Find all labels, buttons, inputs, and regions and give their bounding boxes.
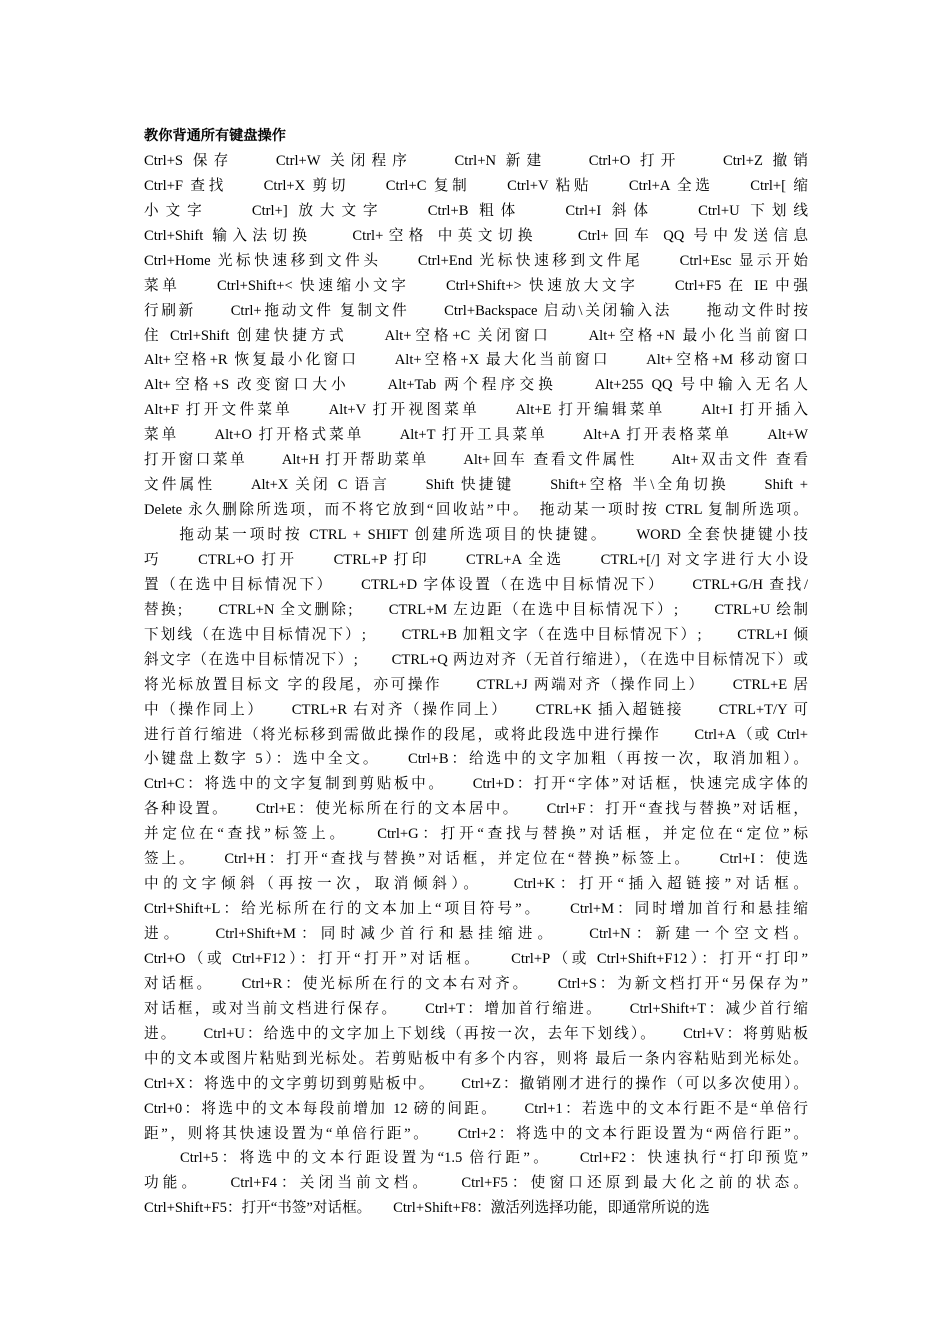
- text-line: 中的文本或图片粘贴到光标处。若剪贴板中有多个内容，则将 最后一条内容粘贴到光标处。: [144, 1050, 808, 1067]
- text-line: Ctrl+O（或 Ctrl+F12）：打开“打开”对话框。 Ctrl+P（或 Ctrl+Shift+F12）：打开“打印”: [144, 950, 808, 967]
- text-line: 进行首行缩进（将光标移到需做此操作的段尾，或将此段选中进行操作 Ctrl+A（或 Ctrl+: [144, 726, 808, 743]
- text-line: Ctrl+Shift+F5：打开“书签”对话框。 Ctrl+Shift+F8：激活列选择功能，即通常所说的选: [144, 1200, 710, 1217]
- text-line: 文件属性 Alt+X 关闭 C 语言 Shift 快捷键 Shift+空格 半\全角切换 Shift +: [144, 477, 808, 494]
- text-line: 中的文字倾斜（再按一次，取消倾斜）。 Ctrl+K：打开“插入超链接”对话框。: [144, 876, 808, 893]
- text-line: 进。 Ctrl+Shift+M：同时减少首行和悬挂缩进。 Ctrl+N：新建一个空文档。: [144, 926, 808, 943]
- text-line: 距”，则将其快速设置为“单倍行距”。 Ctrl+2：将选中的文本行距设置为“两倍行距”。: [144, 1125, 808, 1142]
- text-line: 住 Ctrl+Shift 创建快捷方式 Alt+空格+C 关闭窗口 Alt+空格+N 最小化当前窗口: [144, 327, 808, 344]
- text-line: Ctrl+0：将选中的文本每段前增加 12 磅的间距。 Ctrl+1：若选中的文本行距不是“单倍行: [144, 1100, 808, 1117]
- text-line: 小键盘上数字 5）：选中全文。 Ctrl+B：给选中的文字加粗（再按一次，取消加粗）。: [144, 751, 808, 768]
- document-body: [144, 149, 808, 1221]
- text-line: 替换; CTRL+N 全文删除; CTRL+M 左边距（在选中目标情况下）; CTRL+U 绘制: [144, 601, 808, 618]
- text-line: 并定位在“查找”标签上。 Ctrl+G：打开“查找与替换”对话框，并定位在“定位”标: [144, 826, 808, 843]
- text-line: 对话框。 Ctrl+R：使光标所在行的文本右对齐。 Ctrl+S：为新文档打开“另保存为”: [144, 975, 808, 992]
- text-line: Alt+空格+S 改变窗口大小 Alt+Tab 两个程序交换 Alt+255 QQ 号中输入无名人: [144, 377, 808, 394]
- text-line: Ctrl+F 查找 Ctrl+X 剪切 Ctrl+C 复制 Ctrl+V 粘贴 Ctrl+A 全选 Ctrl+[ 缩: [144, 177, 808, 194]
- text-line: Delete 永久删除所选项，而不将它放到“回收站”中。 拖动某一项时按 CTRL 复制所选项。: [144, 502, 808, 519]
- text-line: 菜单 Alt+O 打开格式菜单 Alt+T 打开工具菜单 Alt+A 打开表格菜单 Alt+W: [144, 427, 808, 444]
- document-title: 教你背通所有键盘操作: [144, 128, 286, 144]
- text-line: 中（操作同上） CTRL+R 右对齐（操作同上） CTRL+K 插入超链接 CTRL+T/Y 可: [144, 701, 808, 718]
- text-line: 进。 Ctrl+U：给选中的文字加上下划线（再按一次，去年下划线）。 Ctrl+V：将剪贴板: [144, 1025, 808, 1042]
- text-line: 菜单 Ctrl+Shift+< 快速缩小文字 Ctrl+Shift+> 快速放大文字 Ctrl+F5 在 IE 中强: [144, 277, 808, 294]
- text-line: Ctrl+Shift+L：给光标所在行的文本加上“项目符号”。 Ctrl+M：同时增加首行和悬挂缩: [144, 901, 808, 918]
- text-line: Ctrl+Shift 输入法切换 Ctrl+空格 中英文切换 Ctrl+回车 QQ 号中发送信息: [144, 227, 808, 244]
- text-line: 各种设置。 Ctrl+E：使光标所在行的文本居中。 Ctrl+F：打开“查找与替换”对话框，: [144, 801, 808, 818]
- text-line: 打开窗口菜单 Alt+H 打开帮助菜单 Alt+回车 查看文件属性 Alt+双击文件 查看: [144, 452, 808, 469]
- text-line: 将光标放置目标文 字的段尾，亦可操作 CTRL+J 两端对齐（操作同上） CTRL+E 居: [144, 676, 808, 693]
- text-line: Alt+F 打开文件菜单 Alt+V 打开视图菜单 Alt+E 打开编辑菜单 Alt+I 打开插入: [144, 402, 808, 419]
- text-line: Alt+空格+R 恢复最小化窗口 Alt+空格+X 最大化当前窗口 Alt+空格+M 移动窗口: [144, 352, 808, 369]
- text-line: 小文字 Ctrl+] 放大文字 Ctrl+B 粗体 Ctrl+I 斜体 Ctrl+U 下划线: [144, 202, 808, 219]
- text-line: 拖动某一项时按 CTRL + SHIFT 创建所选项目的快捷键。 WORD 全套快捷键小技: [144, 527, 808, 544]
- text-line: 巧 CTRL+O 打开 CTRL+P 打印 CTRL+A 全选 CTRL+[/] 对文字进行大小设: [144, 551, 808, 568]
- text-line: Ctrl+Home 光标快速移到文件头 Ctrl+End 光标快速移到文件尾 Ctrl+Esc 显示开始: [144, 252, 808, 269]
- text-line: 置（在选中目标情况下） CTRL+D 字体设置（在选中目标情况下） CTRL+G/H 查找/: [144, 576, 808, 593]
- document-page: [144, 124, 808, 1221]
- text-line: 下划线（在选中目标情况下）; CTRL+B 加粗文字（在选中目标情况下）; CTRL+I 倾: [144, 626, 808, 643]
- text-line: Ctrl+5：将选中的文本行距设置为“1.5 倍行距”。 Ctrl+F2：快速执行“打印预览”: [144, 1150, 808, 1167]
- text-line: 功能。 Ctrl+F4：关闭当前文档。 Ctrl+F5：使窗口还原到最大化之前的状态。: [144, 1175, 808, 1192]
- text-line: Ctrl+C：将选中的文字复制到剪贴板中。 Ctrl+D：打开“字体”对话框，快速完成字体的: [144, 776, 808, 793]
- text-line: Ctrl+S 保存 Ctrl+W 关闭程序 Ctrl+N 新建 Ctrl+O 打开 Ctrl+Z 撤销: [144, 152, 808, 169]
- text-line: 斜文字（在选中目标情况下）; CTRL+Q 两边对齐（无首行缩进），（在选中目标情况下）或: [144, 651, 808, 668]
- text-line: 对话框，或对当前文档进行保存。 Ctrl+T：增加首行缩进。 Ctrl+Shift+T：减少首行缩: [144, 1000, 808, 1017]
- text-line: Ctrl+X：将选中的文字剪切到剪贴板中。 Ctrl+Z：撤销刚才进行的操作（可以多次使用）。: [144, 1075, 808, 1092]
- text-line: 行刷新 Ctrl+拖动文件 复制文件 Ctrl+Backspace 启动\关闭输入法 拖动文件时按: [144, 302, 808, 319]
- text-line: 签上。 Ctrl+H：打开“查找与替换”对话框，并定位在“替换”标签上。 Ctrl+I：使选: [144, 851, 808, 868]
